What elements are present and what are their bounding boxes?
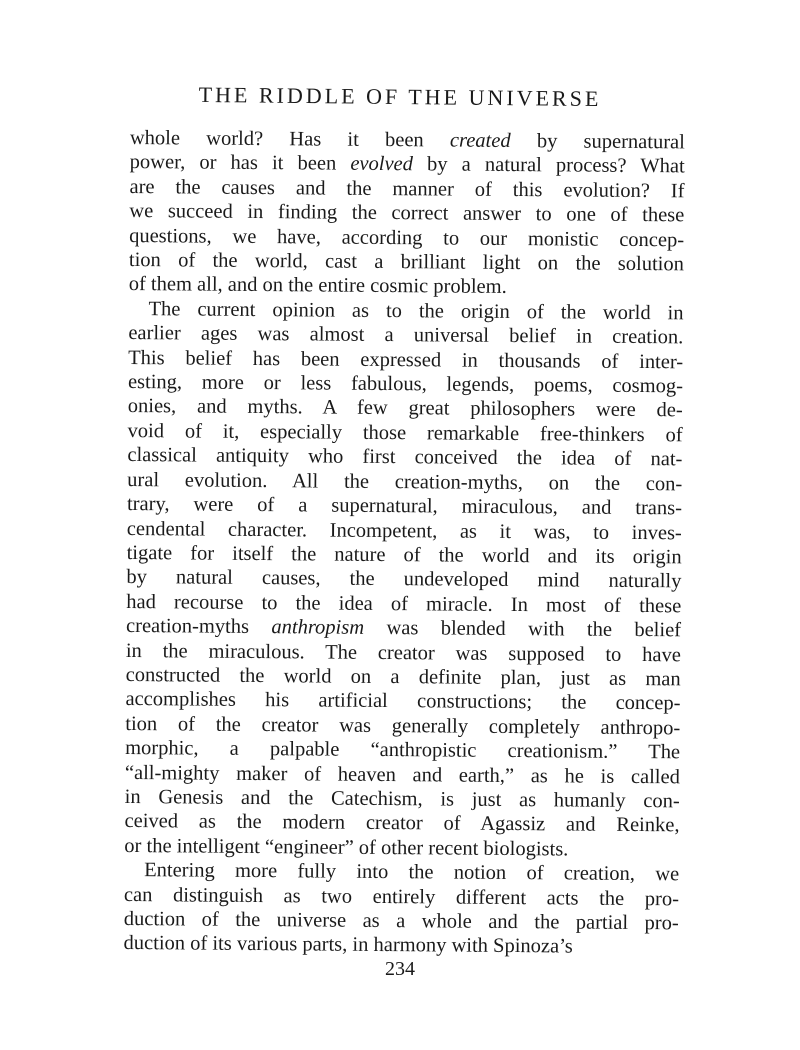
text-line: earlier ages was almost a universal belief in creation. [128,322,684,349]
text-line: constructed the world on a definite plan, just as man [125,663,681,691]
text-line: whole world? Has it been created by supernatural [129,126,685,154]
text-line: creation-myths anthropism was blended with the belief [125,615,682,642]
text-line: onies, and myths. A few great philosophers were de- [127,395,683,422]
page-number: 234 [385,958,415,980]
text-line: classical antiquity who first conceived the idea of nat- [127,444,683,471]
running-head: THE RIDDLE OF THE UNIVERSE [198,81,602,112]
text-line: The current opinion as to the origin of the world in [148,297,684,325]
text-line: void of it, especially those remarkable free-thinkers of [127,419,683,447]
text-line: tion of the creator was generally completely anthropo- [125,712,681,740]
paragraph [129,126,685,301]
text-line: duction of the universe as a whole and the partial pro- [123,907,679,935]
text-line: ural evolution. All the creation-myths, on the con- [127,468,683,496]
text-line: morphic, a palpable “anthropistic creationism.” The [125,737,681,764]
paragraph [124,297,683,863]
text-line: power, or has it been evolved by a natural process? What [129,151,685,178]
text-line: in the miraculous. The creator was supposed to have [125,639,681,666]
text-line: in Genesis and the Catechism, is just as humanly con- [124,785,680,813]
text-line: Entering more fully into the notion of creation, we [144,859,680,886]
text-line: are the causes and the manner of this evolution? If [129,175,685,203]
text-line: or the intelligent “engineer” of other recent biologists. [124,834,569,861]
text-line: duction of its various parts, in harmony with Spinoza’s [123,932,573,958]
text-line: had recourse to the idea of miracle. In most of these [126,590,682,618]
text-line: by natural causes, the undeveloped mind naturally [126,566,682,593]
paragraph [123,858,679,960]
text-line: cendental character. Incompetent, as it was, to inves- [126,517,682,544]
text-line: “all-mighty maker of heaven and earth,” as he is called [124,761,680,788]
text-line: we succeed in finding the correct answer to one of these [129,200,685,227]
text-line: accomplishes his artificial constructions; the concep- [125,688,681,715]
text-line: esting, more or less fabulous, legends, poems, cosmog- [127,371,684,398]
text-line: This belief has been expressed in thousands of inter- [128,346,684,374]
body-text [123,126,685,960]
text-line: can distinguish as two entirely different acts the pro- [123,883,680,910]
text-line: questions, we have, according to our monistic concep- [129,224,685,251]
text-line: of them all, and on the entire cosmic problem. [128,273,507,299]
text-line: ceived as the modern creator of Agassiz and Reinke, [124,810,680,837]
text-line: trary, were of a supernatural, miraculous, and trans- [126,493,683,520]
text-line: tion of the world, cast a brilliant light on the solution [128,249,685,276]
text-line: tigate for itself the nature of the world and its origin [126,541,682,569]
